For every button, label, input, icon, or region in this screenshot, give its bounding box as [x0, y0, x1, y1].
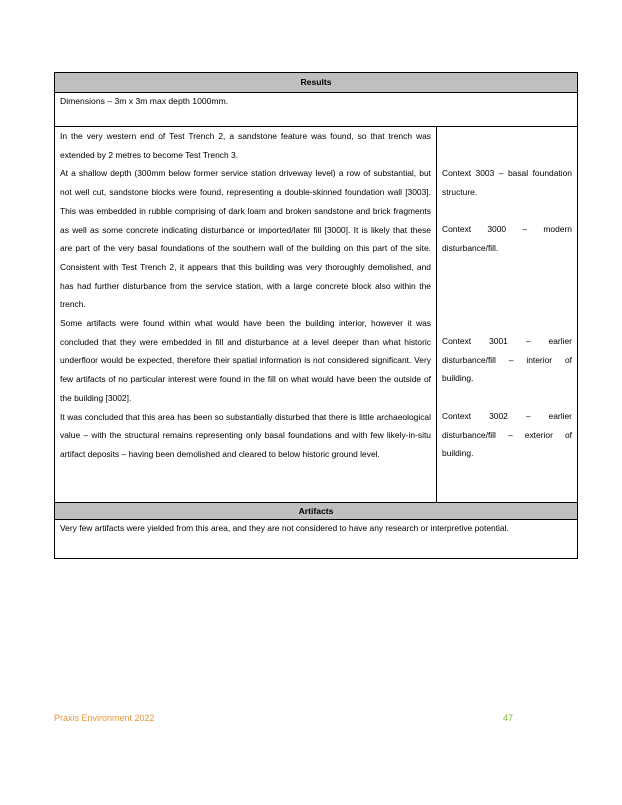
- results-table: [54, 72, 578, 559]
- paragraph-4: It was concluded that this area has been so substantially disturbed that there is little archaeological value – with the structural remains representing only basal foundations and with few likely-in-situ artifact deposits – having been demolished and cleared to below historic ground level.: [60, 411, 431, 459]
- context-3000: Context 3000 – modern disturbance/fill.: [442, 224, 572, 253]
- dimensions-text: Dimensions – 3m x 3m max depth 1000mm.: [55, 93, 577, 127]
- context-column: [437, 127, 577, 502]
- artifacts-header: Artifacts: [55, 503, 577, 520]
- paragraph-2: At a shallow depth (300mm below former service station driveway level) a row of substantial, but not well cut, sandstone blocks were found, representing a double-skinned foundation wall [3003]. This was embedded in rubble comprising of dark loam and broken sandstone and brick fragments as well as some concrete indicating disturbance or imported/later fill [3000]. It is likely that these are part of the very basal foundations of the southern wall of the building on this part of the site. Consistent with Test Trench 2, it appears that this building was very thoroughly demolished, and has had further disturbance from the service station, with a large concrete block also within the trench.: [60, 168, 431, 310]
- context-3002: Context 3002 – earlier disturbance/fill – exterior of building.: [442, 411, 572, 459]
- results-description: [55, 127, 437, 502]
- context-3003: Context 3003 – basal foundation structure.: [442, 168, 572, 197]
- paragraph-1: In the very western end of Test Trench 2, a sandstone feature was found, so that trench was extended by 2 metres to become Test Trench 3.: [60, 131, 431, 160]
- results-header: Results: [55, 73, 577, 93]
- results-body-row: [55, 127, 577, 503]
- context-3001: Context 3001 – earlier disturbance/fill – interior of building.: [442, 336, 572, 384]
- footer-company: Praxis Environment 2022: [54, 713, 155, 723]
- footer-page-number: 47: [503, 713, 514, 723]
- paragraph-3: Some artifacts were found within what would have been the building interior, however it was concluded that they were embedded in fill and disturbance at a level deeper than what historic underfloor would be expected, therefore their spatial information is not considered significant. Very few artifacts of no particular interest were found in the fill on what would have been the outside of the building [3002].: [60, 318, 431, 403]
- artifacts-text: Very few artifacts were yielded from this area, and they are not considered to have any research or interpretive potential.: [60, 523, 509, 533]
